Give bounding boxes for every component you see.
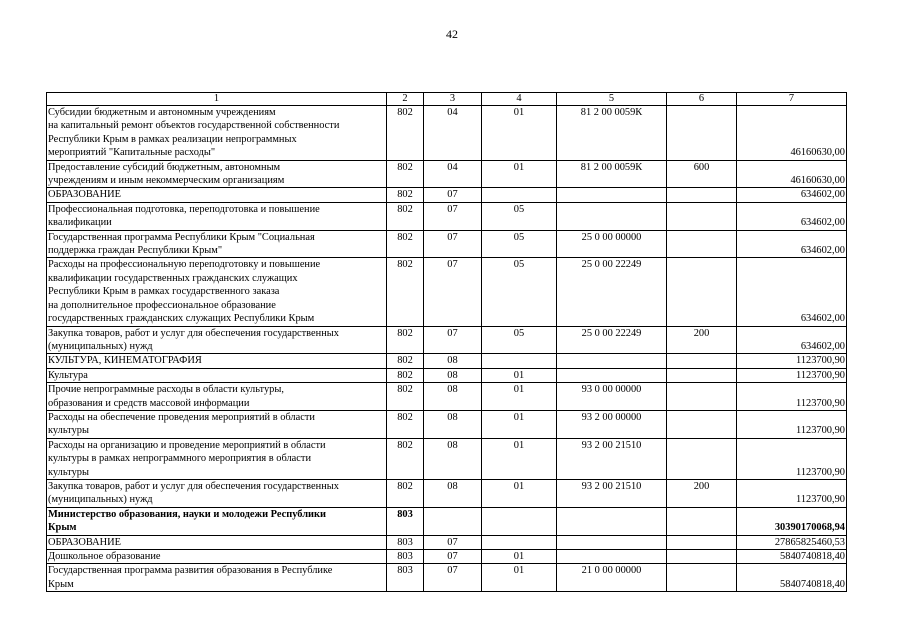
- section-code: 08: [424, 383, 482, 411]
- section-code: 08: [424, 410, 482, 438]
- amount: 1123700,90: [737, 368, 847, 382]
- subsection-code: 05: [482, 230, 557, 258]
- description-line: Расходы на профессиональную переподготовку и повышение: [48, 259, 321, 271]
- amount: 5840740818,40: [737, 564, 847, 592]
- ministry-code: 802: [387, 479, 424, 507]
- amount: 634602,00: [737, 202, 847, 230]
- row-description: [47, 550, 387, 564]
- row-description: [47, 479, 387, 507]
- description-line: ОБРАЗОВАНИЕ: [48, 189, 122, 201]
- description-line: культуры: [48, 466, 89, 478]
- expense-type-code: 600: [667, 160, 737, 188]
- subsection-code: 01: [482, 106, 557, 161]
- table-row: [47, 535, 847, 549]
- section-code: 07: [424, 326, 482, 354]
- expense-type-code: [667, 354, 737, 368]
- amount: 30390170068,94: [737, 507, 847, 535]
- expense-type-code: [667, 507, 737, 535]
- expense-type-code: [667, 230, 737, 258]
- section-code: 08: [424, 354, 482, 368]
- subsection-code: [482, 507, 557, 535]
- description-line: мероприятий "Капитальные расходы": [48, 147, 216, 159]
- description-line: Закупка товаров, работ и услуг для обеспечения государственных: [48, 480, 339, 492]
- header-cell: 4: [482, 93, 557, 106]
- amount: 634602,00: [737, 326, 847, 354]
- amount: 1123700,90: [737, 354, 847, 368]
- ministry-code: 802: [387, 230, 424, 258]
- table-row: [47, 479, 847, 507]
- description-line: Крым: [48, 578, 74, 590]
- expense-type-code: [667, 202, 737, 230]
- description-line: Закупка товаров, работ и услуг для обеспечения государственных: [48, 327, 339, 339]
- table-row: [47, 188, 847, 202]
- subsection-code: 01: [482, 564, 557, 592]
- subsection-code: 01: [482, 550, 557, 564]
- table-row: [47, 160, 847, 188]
- description-line: Расходы на обеспечение проведения мероприятий в области: [48, 411, 315, 423]
- table-row: [47, 410, 847, 438]
- row-description: [47, 535, 387, 549]
- subsection-code: 05: [482, 326, 557, 354]
- description-line: Профессиональная подготовка, переподготовка и повышение: [48, 203, 320, 215]
- amount: 1123700,90: [737, 479, 847, 507]
- ministry-code: 802: [387, 410, 424, 438]
- ministry-code: 802: [387, 383, 424, 411]
- amount: 27865825460,53: [737, 535, 847, 549]
- row-description: [47, 507, 387, 535]
- row-description: [47, 354, 387, 368]
- ministry-code: 803: [387, 564, 424, 592]
- amount: 46160630,00: [737, 106, 847, 161]
- subsection-code: 01: [482, 368, 557, 382]
- description-line: на капитальный ремонт объектов государственной собственности: [48, 120, 340, 132]
- amount: 634602,00: [737, 258, 847, 326]
- expense-type-code: [667, 535, 737, 549]
- target-article-code: [557, 535, 667, 549]
- row-description: [47, 202, 387, 230]
- description-line: Расходы на организацию и проведение мероприятий в области: [48, 439, 326, 451]
- expense-type-code: [667, 106, 737, 161]
- row-description: [47, 383, 387, 411]
- row-description: [47, 326, 387, 354]
- description-line: культуры в рамках непрограммного мероприятия в области: [48, 453, 312, 465]
- header-cell: 6: [667, 93, 737, 106]
- target-article-code: 93 2 00 21510: [557, 438, 667, 479]
- row-description: [47, 230, 387, 258]
- target-article-code: 81 2 00 0059К: [557, 106, 667, 161]
- description-line: (муниципальных) нужд: [48, 340, 153, 352]
- target-article-code: 25 0 00 22249: [557, 258, 667, 326]
- row-description: [47, 438, 387, 479]
- table-row: [47, 507, 847, 535]
- description-line: учреждениям и иным некоммерческим организациям: [48, 175, 285, 187]
- description-line: Культура: [48, 369, 88, 381]
- expense-type-code: [667, 410, 737, 438]
- header-cell: 2: [387, 93, 424, 106]
- expense-type-code: [667, 550, 737, 564]
- row-description: [47, 160, 387, 188]
- ministry-code: 802: [387, 438, 424, 479]
- row-description: [47, 368, 387, 382]
- ministry-code: 802: [387, 160, 424, 188]
- target-article-code: [557, 202, 667, 230]
- table-row: [47, 326, 847, 354]
- table-row: [47, 202, 847, 230]
- subsection-code: [482, 354, 557, 368]
- description-line: квалификации: [48, 217, 112, 229]
- target-article-code: [557, 507, 667, 535]
- subsection-code: 01: [482, 160, 557, 188]
- header-cell: 7: [737, 93, 847, 106]
- subsection-code: [482, 535, 557, 549]
- amount: 634602,00: [737, 230, 847, 258]
- amount: 1123700,90: [737, 410, 847, 438]
- ministry-code: 802: [387, 202, 424, 230]
- description-line: поддержка граждан Республики Крым": [48, 245, 223, 257]
- section-code: 08: [424, 479, 482, 507]
- table-row: [47, 368, 847, 382]
- description-line: Субсидии бюджетным и автономным учреждениям: [48, 107, 276, 118]
- description-line: Республики Крым в рамках реализации непрограммных: [48, 133, 297, 145]
- ministry-code: 803: [387, 550, 424, 564]
- target-article-code: [557, 354, 667, 368]
- description-line: Государственная программа Республики Крым "Социальная: [48, 231, 315, 243]
- section-code: 04: [424, 106, 482, 161]
- description-line: квалификации государственных гражданских служащих: [48, 272, 298, 284]
- section-code: 07: [424, 202, 482, 230]
- description-line: Республики Крым в рамках государственного заказа: [48, 286, 280, 298]
- section-code: 04: [424, 160, 482, 188]
- section-code: 07: [424, 535, 482, 549]
- target-article-code: [557, 368, 667, 382]
- table-header-row: [47, 93, 847, 106]
- target-article-code: 93 2 00 21510: [557, 479, 667, 507]
- table-row: [47, 354, 847, 368]
- section-code: 08: [424, 438, 482, 479]
- description-line: Министерство образования, науки и молодежи Республики: [48, 508, 326, 520]
- description-line: Крым: [48, 522, 77, 534]
- ministry-code: 803: [387, 535, 424, 549]
- section-code: 07: [424, 564, 482, 592]
- subsection-code: [482, 188, 557, 202]
- section-code: 08: [424, 368, 482, 382]
- expense-type-code: [667, 383, 737, 411]
- description-line: Предоставление субсидий бюджетным, автономным: [48, 161, 281, 173]
- section-code: 07: [424, 258, 482, 326]
- target-article-code: [557, 188, 667, 202]
- ministry-code: 802: [387, 368, 424, 382]
- amount: 46160630,00: [737, 160, 847, 188]
- subsection-code: 01: [482, 383, 557, 411]
- ministry-code: 803: [387, 507, 424, 535]
- table-row: [47, 106, 847, 161]
- subsection-code: 01: [482, 479, 557, 507]
- target-article-code: 25 0 00 22249: [557, 326, 667, 354]
- description-line: культуры: [48, 425, 89, 437]
- table-row: [47, 438, 847, 479]
- description-line: на дополнительное профессиональное образование: [48, 299, 276, 311]
- description-line: государственных гражданских служащих Республики Крым: [48, 313, 315, 325]
- ministry-code: 802: [387, 106, 424, 161]
- row-description: [47, 258, 387, 326]
- table-row: [47, 258, 847, 326]
- expense-type-code: [667, 564, 737, 592]
- subsection-code: 01: [482, 438, 557, 479]
- amount: 1123700,90: [737, 438, 847, 479]
- header-cell: 3: [424, 93, 482, 106]
- table-row: [47, 230, 847, 258]
- ministry-code: 802: [387, 354, 424, 368]
- row-description: [47, 410, 387, 438]
- target-article-code: 81 2 00 0059К: [557, 160, 667, 188]
- table-row: [47, 564, 847, 592]
- description-line: КУЛЬТУРА, КИНЕМАТОГРАФИЯ: [48, 355, 202, 367]
- section-code: [424, 507, 482, 535]
- description-line: Государственная программа развития образования в Республике: [48, 565, 333, 577]
- ministry-code: 802: [387, 258, 424, 326]
- expense-type-code: [667, 438, 737, 479]
- expense-type-code: [667, 368, 737, 382]
- section-code: 07: [424, 550, 482, 564]
- subsection-code: 05: [482, 258, 557, 326]
- target-article-code: 25 0 00 00000: [557, 230, 667, 258]
- page-number: 42: [446, 27, 458, 41]
- row-description: [47, 188, 387, 202]
- section-code: 07: [424, 230, 482, 258]
- description-line: Прочие непрограммные расходы в области культуры,: [48, 384, 284, 396]
- section-code: 07: [424, 188, 482, 202]
- table-row: [47, 550, 847, 564]
- target-article-code: 93 2 00 00000: [557, 410, 667, 438]
- expense-type-code: 200: [667, 479, 737, 507]
- subsection-code: 01: [482, 410, 557, 438]
- expense-type-code: [667, 188, 737, 202]
- amount: 1123700,90: [737, 383, 847, 411]
- row-description: [47, 106, 387, 161]
- description-line: (муниципальных) нужд: [48, 494, 153, 506]
- ministry-code: 802: [387, 326, 424, 354]
- table-row: [47, 383, 847, 411]
- expense-type-code: 200: [667, 326, 737, 354]
- target-article-code: [557, 550, 667, 564]
- description-line: Дошкольное образование: [48, 551, 161, 562]
- amount: 634602,00: [737, 188, 847, 202]
- row-description: [47, 564, 387, 592]
- ministry-code: 802: [387, 188, 424, 202]
- header-cell: 1: [47, 93, 387, 106]
- target-article-code: 21 0 00 00000: [557, 564, 667, 592]
- budget-table: [46, 92, 847, 592]
- subsection-code: 05: [482, 202, 557, 230]
- description-line: образования и средств массовой информации: [48, 397, 250, 409]
- expense-type-code: [667, 258, 737, 326]
- header-cell: 5: [557, 93, 667, 106]
- target-article-code: 93 0 00 00000: [557, 383, 667, 411]
- amount: 5840740818,40: [737, 550, 847, 564]
- description-line: ОБРАЗОВАНИЕ: [48, 536, 122, 548]
